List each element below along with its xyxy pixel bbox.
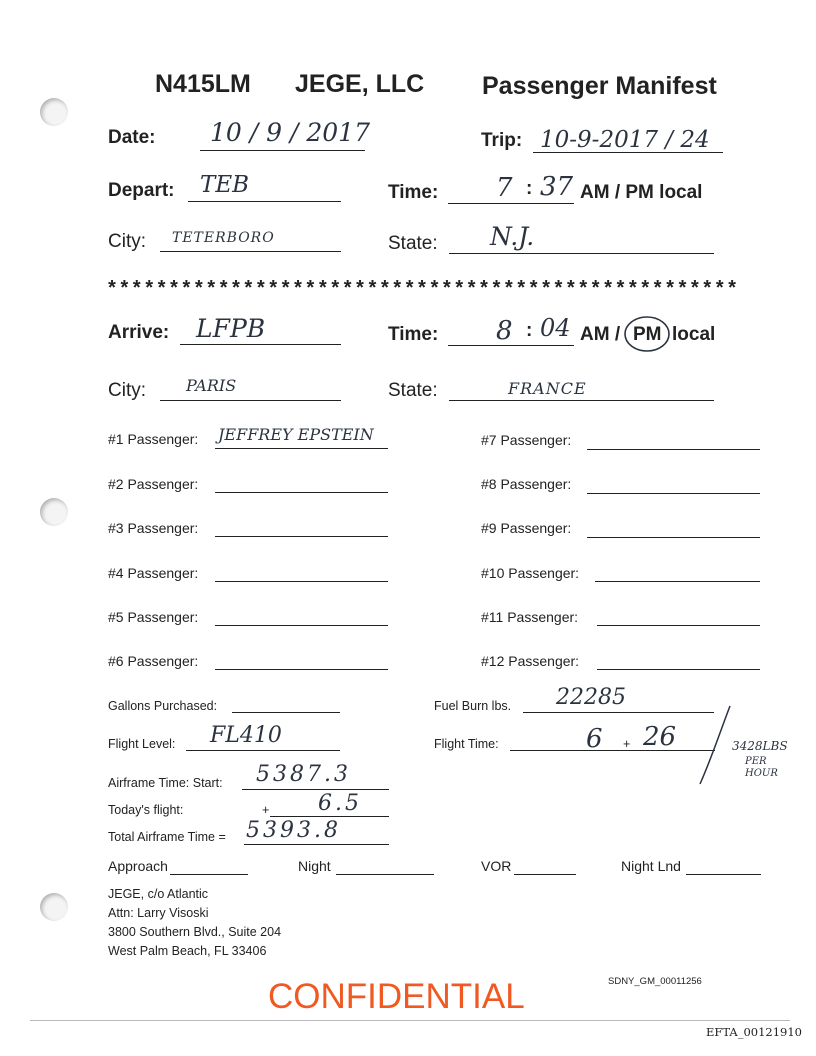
night-landing-field[interactable]: [686, 874, 761, 875]
arrive-time-colon: :: [526, 320, 533, 341]
arrive-time-minutes[interactable]: 04: [540, 314, 571, 342]
passenger-9-field[interactable]: [587, 537, 760, 538]
passenger-1-value[interactable]: JEFFREY EPSTEIN: [218, 425, 374, 444]
page-title: Passenger Manifest: [482, 72, 717, 100]
arrive-time-label: Time:: [388, 324, 439, 345]
pm-circle-mark: [622, 313, 672, 355]
arrive-city-label: City:: [108, 380, 146, 401]
night-label: Night: [298, 858, 331, 874]
passenger-1-label: #1 Passenger:: [108, 431, 199, 447]
fuel-burn-line: [523, 712, 714, 713]
depart-value[interactable]: TEB: [200, 172, 250, 198]
depart-time-hour[interactable]: 7: [496, 173, 513, 203]
arrive-line: [180, 344, 341, 345]
passenger-6-label: #6 Passenger:: [108, 653, 199, 669]
address-line-4: West Palm Beach, FL 33406: [108, 944, 267, 958]
separator-stars: ***************************************************: [106, 279, 739, 302]
passenger-4-label: #4 Passenger:: [108, 565, 199, 581]
approach-field[interactable]: [170, 874, 248, 875]
address-line-3: 3800 Southern Blvd., Suite 204: [108, 925, 282, 939]
passenger-5-label: #5 Passenger:: [108, 609, 199, 625]
arrive-local-label: local: [672, 324, 716, 345]
arrive-city-line: [160, 400, 341, 401]
depart-label: Depart:: [108, 180, 175, 201]
fuel-burn-value[interactable]: 22285: [556, 685, 626, 710]
depart-time-minutes[interactable]: 37: [540, 172, 574, 202]
total-airframe-line: [244, 844, 389, 845]
depart-time-colon: :: [526, 178, 533, 199]
flight-level-label: Flight Level:: [108, 737, 176, 751]
passenger-11-field[interactable]: [597, 625, 760, 626]
flight-time-line: [510, 750, 715, 751]
flight-time-minutes[interactable]: 26: [643, 722, 677, 752]
arrive-value[interactable]: LFPB: [196, 314, 266, 343]
arrive-am-label: AM /: [580, 324, 621, 345]
company-name: JEGE, LLC: [295, 70, 425, 98]
passenger-8-field[interactable]: [587, 493, 760, 494]
fuel-note-line1: 3428LBS: [732, 739, 788, 753]
passenger-10-label: #10 Passenger:: [481, 565, 580, 581]
passenger-3-field[interactable]: [215, 536, 388, 537]
depart-state-value[interactable]: N.J.: [490, 222, 535, 251]
page-bottom-rule: [30, 1020, 790, 1021]
binder-hole-top: [40, 98, 68, 126]
passenger-12-field[interactable]: [597, 669, 760, 670]
approach-label: Approach: [108, 858, 168, 874]
arrive-pm-label: PM: [633, 324, 662, 345]
night-landing-label: Night Lnd: [621, 858, 681, 874]
gallons-field[interactable]: [232, 712, 340, 713]
tail-number: N415LM: [155, 70, 251, 98]
airframe-start-label: Airframe Time: Start:: [108, 776, 223, 790]
arrive-city-value[interactable]: PARIS: [186, 376, 237, 395]
night-field[interactable]: [336, 874, 434, 875]
binder-hole-bottom: [40, 893, 68, 921]
depart-ampm-label: AM / PM local: [580, 182, 703, 203]
depart-time-label: Time:: [388, 182, 439, 203]
depart-city-label: City:: [108, 231, 146, 252]
depart-city-value[interactable]: TETERBORO: [172, 230, 275, 246]
address-line-1: JEGE, c/o Atlantic: [108, 887, 209, 901]
vor-label: VOR: [481, 858, 512, 874]
passenger-2-field[interactable]: [215, 492, 388, 493]
passenger-11-label: #11 Passenger:: [481, 609, 579, 625]
address-line-2: Attn: Larry Visoski: [108, 906, 209, 920]
flight-time-plus: +: [623, 737, 631, 751]
todays-flight-plus: +: [262, 803, 270, 817]
depart-state-line: [449, 253, 714, 254]
passenger-4-field[interactable]: [215, 581, 388, 582]
date-label: Date:: [108, 127, 156, 148]
depart-state-label: State:: [388, 233, 438, 254]
date-line: [200, 150, 365, 151]
passenger-5-field[interactable]: [215, 625, 388, 626]
flight-level-value[interactable]: FL410: [210, 723, 282, 748]
flight-time-label: Flight Time:: [434, 737, 499, 751]
passenger-12-label: #12 Passenger:: [481, 653, 580, 669]
flight-level-line: [186, 750, 340, 751]
passenger-1-line: [215, 448, 388, 449]
arrive-state-value[interactable]: FRANCE: [508, 379, 587, 398]
gallons-label: Gallons Purchased:: [108, 699, 218, 713]
total-airframe-value[interactable]: 5393.8: [246, 818, 341, 843]
fuel-note-line2: PER: [745, 756, 767, 767]
efta-number: EFTA_00121910: [706, 1025, 803, 1039]
bates-number: SDNY_GM_00011256: [608, 976, 702, 987]
passenger-8-label: #8 Passenger:: [481, 476, 572, 492]
arrive-state-label: State:: [388, 380, 438, 401]
depart-city-line: [160, 251, 341, 252]
depart-time-line: [448, 203, 574, 204]
arrive-state-line: [449, 400, 714, 401]
todays-flight-value[interactable]: 6.5: [318, 791, 362, 816]
passenger-3-label: #3 Passenger:: [108, 520, 199, 536]
passenger-9-label: #9 Passenger:: [481, 520, 572, 536]
trip-value[interactable]: 10-9-2017 / 24: [540, 127, 710, 153]
binder-hole-middle: [40, 498, 68, 526]
flight-time-hours[interactable]: 6: [586, 724, 603, 754]
fuel-note-line3: HOUR: [745, 768, 778, 779]
vor-field[interactable]: [514, 874, 576, 875]
date-value[interactable]: 10 / 9 / 2017: [210, 118, 370, 147]
total-airframe-label: Total Airframe Time =: [108, 830, 226, 844]
todays-flight-label: Today's flight:: [108, 803, 184, 817]
fuel-burn-label: Fuel Burn lbs.: [434, 699, 512, 713]
depart-line: [188, 201, 341, 202]
passenger-7-field[interactable]: [587, 449, 760, 450]
trip-label: Trip:: [481, 130, 523, 151]
arrive-time-hour[interactable]: 8: [496, 316, 513, 346]
passenger-7-label: #7 Passenger:: [481, 432, 572, 448]
passenger-6-field[interactable]: [215, 669, 388, 670]
passenger-10-field[interactable]: [595, 581, 760, 582]
todays-flight-line: [270, 816, 389, 817]
passenger-2-label: #2 Passenger:: [108, 476, 199, 492]
airframe-start-value[interactable]: 5387.3: [256, 762, 351, 787]
airframe-start-line: [242, 789, 389, 790]
confidential-stamp: CONFIDENTIAL: [268, 977, 525, 1016]
arrive-label: Arrive:: [108, 322, 170, 343]
